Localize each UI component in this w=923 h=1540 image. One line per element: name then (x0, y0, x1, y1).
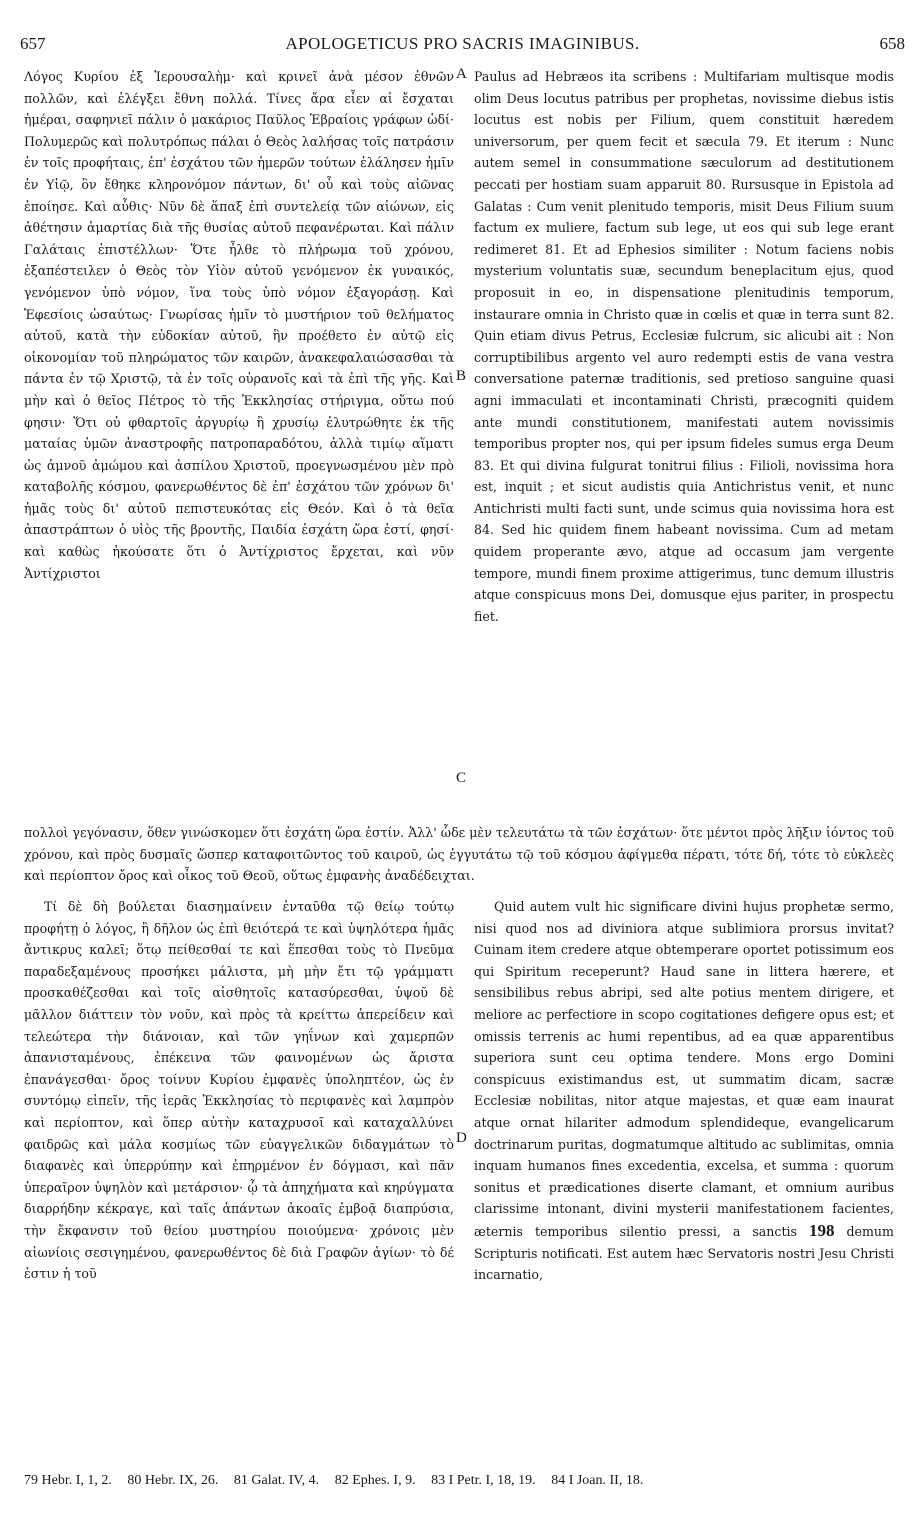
marker-c: C (456, 770, 467, 786)
marker-a: A (456, 66, 467, 82)
greek-full-paragraph: πολλοὶ γεγόνασιν, ὅθεν γινώσκομεν ὅτι ἐσχάτη ὥρα ἐστίν. Ἀλλ' ὧδε μὲν τελευτάτω τὰ τῶν ἐσχάτων· ὅτε μέντοι πρὸς λῆξιν ἰόντος τοῦ χρόνου, καὶ πρὸς δυσμαῖς ὥσπερ καταφοιτῶντος τοῦ καιροῦ, ὡς ἐγγυτάτω τῷ τοῦ κόσμου ἀφίγμεθα πέρατι, τότε δή, τότε τὸ εὐκλεὲς καὶ περίοπτον ὄρος καὶ οἶκος τοῦ Θεοῦ, οὕτως ἐμφανὴς ἀναδέδειχται. (24, 825, 894, 884)
footnote: 82 Ephes. I, 9. (334, 1473, 416, 1488)
greek-full-width-passage (24, 822, 894, 887)
greek-column-bottom (24, 896, 454, 1285)
column-number-left: 657 (20, 34, 46, 53)
column-number-right: 658 (879, 34, 905, 53)
footnote: 81 Galat. IV, 4. (233, 1473, 320, 1488)
latin-column-top (474, 66, 894, 627)
greek-paragraph-bottom: Τί δὲ δὴ βούλεται διασημαίνειν ἐνταῦθα τῷ θείῳ τούτῳ προφήτῃ ὁ λόγος, ἢ δῆλον ὡς ἐπὶ θειότερά τε καὶ ὑψηλότερα ἡμᾶς ἄντικρυς καλεῖ; ὅτῳ πείθεσθαί τε καὶ ἕπεσθαι τοὺς τὸ Πνεῦμα παραδεξαμένους προσήκει μάλιστα, μὴ μὴν ἔτι τῷ γράμματι προσκαθέζεσθαι καὶ τοῖς αἰσθητοῖς κατασύρεσθαι, ὑψοῦ δὲ μᾶλλον διάττειν τὸν νοῦν, καὶ πρὸς τὰ κρείττω ἀπερείδειν καὶ τελεώτερα τὴν διάνοιαν, καὶ τῶν γηΐνων καὶ χαμερπῶν ἀπανισταμένους, ἐπέκεινα τῶν φαινομένων ὡς ἄριστα ἐπανάγεσθαι· ὄρος τοίνυν Κυρίου ἐμφανὲς ὑποληπτέον, ὡς ἐν συντόμῳ εἰπεῖν, τῆς ἱερᾶς Ἐκκλησίας τὸ περιφανὲς καὶ λαμπρὸν καὶ περίοπτον, καὶ ὅπερ αὐτὴν καταχρυσοῖ καὶ καταχαλλύνει φαιδρῶς καὶ μάλα κοσμίως τῶν εὐαγγελικῶν διδαγμάτων τὸ διαφανὲς καὶ ὑπερρύπην καὶ ἐπηρμένον ἐν δόγμασι, καὶ πᾶν ὑπεραῖρον ὑψηλὸν καὶ μετάρσιον· ᾧ τὰ ἀπηχήματα καὶ κηρύγματα διαρρήδην κέκραγε, καὶ ταῖς ἁπάντων ἀκοαῖς ἐμβοᾷ διαπρύσια, τὴν ἔκφανσιν τοῦ θείου μυστηρίου ποιούμενα· χρόνοις μὲν αἰωνίοις σεσιγημένου, φανερωθέντος δὲ διὰ Γραφῶν ἁγίων· τὸ δέ ἐστιν ἡ τοῦ (24, 899, 454, 1282)
footnote: 84 I Joan. II, 18. (551, 1473, 644, 1488)
running-title: APOLOGETICUS PRO SACRIS IMAGINIBUS. (285, 34, 640, 53)
marker-d: D (456, 1130, 467, 1146)
page-marker: 198 (809, 1220, 835, 1240)
latin-paragraph: Paulus ad Hebræos ita scribens : Multifariam multisque modis olim Deus locutus patribus per prophetas, novissime diebus istis locutus est nobis per Filium, quem constituit hæredem universorum, per quem fecit et sæcula 79. Et iterum : Nunc autem semel in consummatione sæculorum ad destitutionem peccati per hostiam suam apparuit 80. Rursusque in Epistola ad Galatas : Cum venit plenitudo temporis, misit Deus Filium suum factum ex muliere, factum sub lege, ut eos qui sub lege erant redimeret 81. Et ad Ephesios similiter : Notum faciens nobis mysterium voluntatis suæ, secundum beneplacitum ejus, quod proposuit in eo, in dispensatione plenitudinis temporum, instaurare omnia in Christo quæ in cœlis et quæ in terra sunt 82. Quin etiam divus Petrus, Ecclesiæ fulcrum, sic alicubi ait : Non corruptibilibus argento vel auro redempti estis de vana vestra conversatione paternæ traditionis, sed pretioso sanguine quasi agni immaculati et incontaminati Christi, præcogniti quidem ante mundi constitutionem, manifestati autem novissimis temporibus propter nos, qui per ipsum fideles sumus erga Deum 83. Et qui divina fulgurat tonitrui filius : Filioli, novissima hora est, inquit ; et sicut audistis quia Antichristus venit, et nunc Antichristi multi facti sunt, unde scimus quia novissima hora est 84. Sed hic quidem finem habeant novissima. Cum ad metam quidem properante ævo, atque ad occasum jam vergente tempore, mundi finem proxime attigerimus, tunc demum illustris atque conspicuus mons Dei, domusque ejus pariter, in prospectu fiet. (474, 69, 894, 624)
latin-text-b: demum Scripturis notificati. Est autem hæc Servatoris nostri Jesu Christi incarnatio, (474, 1223, 894, 1283)
marker-b: B (456, 368, 467, 384)
footnotes (24, 1470, 894, 1492)
footnote: 79 Hebr. I, 1, 2. (24, 1473, 112, 1488)
footnote: 80 Hebr. IX, 26. (127, 1473, 219, 1488)
footnote: 83 I Petr. I, 18, 19. (431, 1473, 536, 1488)
latin-text-a: Quid autem vult hic significare divini hujus prophetæ sermo, nisi quod nos ad diviniora atque sublimiora prorsus invitat? Cuinam item credere atque obtemperare oportet potissimum eos qui Spiritum receperunt? Haud sane in littera hærere, et sensibilibus rebus abripi, sed alte potius mentem dirigere, et meliore ac perfectiore in scopo cogitationes defigere opus est; et omissis terrenis ac humi repentibus, ad ea quæ apparentibus superiora sunt ceu optima tendere. Mons ergo Domini conspicuus existimandus est, ut summatim dicam, sacræ Ecclesiæ nobilitas, nitor atque majestas, et quæ eam inaurat atque ornat hilariter admodum splendideque, evangelicarum doctrinarum puritas, dogmatumque altitudo ac sublimitas, omnia inquam humanos fines excedentia, excelsa, et summa : quorum sonitus et prædicationes diserte clamant, et omnium auribus clarissime intonant, divini mysterii manifestationem facientes, æternis temporibus silentio pressi, a sanctis (474, 899, 894, 1239)
latin-column-bottom (474, 896, 894, 1286)
page-header (20, 34, 905, 60)
latin-paragraph-bottom (474, 896, 894, 1286)
greek-column-top (24, 66, 454, 584)
greek-paragraph: Λόγος Κυρίου ἐξ Ἱερουσαλὴμ· καὶ κρινεῖ ἀνὰ μέσον ἐθνῶν πολλῶν, καὶ ἐλέγξει ἔθνη πολλά. Τίνες ἄρα εἶεν αἱ ἔσχαται ἡμέραι, σαφηνιεῖ πάλιν ὁ μακάριος Παῦλος Ἑβραίοις γράφων ὡδί· Πολυμερῶς καὶ πολυτρόπως πάλαι ὁ Θεὸς λαλήσας τοῖς πατράσιν ἐν τοῖς προφήταις, ἐπ' ἐσχάτου τῶν ἡμερῶν τούτων ἐλάλησεν ἡμῖν ἐν Υἱῷ, ὃν ἔθηκε κληρονόμον πάντων, δι' οὗ καὶ τοὺς αἰῶνας ἐποίησε. Καὶ αὖθις· Νῦν δὲ ἅπαξ ἐπὶ συντελείᾳ τῶν αἰώνων, εἰς ἀθέτησιν ἁμαρτίας διὰ τῆς θυσίας αὐτοῦ πεφανέρωται. Καὶ πάλιν Γαλάταις ἐπιστέλλων· Ὅτε ἦλθε τὸ πλήρωμα τοῦ χρόνου, ἐξαπέστειλεν ὁ Θεὸς τὸν Υἱὸν αὐτοῦ γενόμενον ἐκ γυναικός, γενόμενον ὑπὸ νόμον, ἵνα τοὺς ὑπὸ νόμον ἐξαγοράσῃ. Καὶ Ἐφεσίοις ὡσαύτως· Γνωρίσας ἡμῖν τὸ μυστήριον τοῦ θελήματος αὐτοῦ, κατὰ τὴν εὐδοκίαν αὐτοῦ, ἣν προέθετο ἐν αὐτῷ εἰς οἰκονομίαν τοῦ πληρώματος τῶν καιρῶν, ἀνακεφαλαιώσασθαι τὰ πάντα ἐν τῷ Χριστῷ, τὰ ἐν τοῖς οὐρανοῖς καὶ τὰ ἐπὶ τῆς γῆς. Καὶ μὴν καὶ ὁ θεῖος Πέτρος τὸ τῆς Ἐκκλησίας στήριγμα, οὕτω πού φησιν· Ὅτι οὐ φθαρτοῖς ἀργυρίῳ ἢ χρυσίῳ ἐλυτρώθητε ἐκ τῆς ματαίας ὑμῶν ἀναστροφῆς πατροπαραδότου, ἀλλὰ τιμίῳ αἵματι ὡς ἀμνοῦ ἀμώμου καὶ ἀσπίλου Χριστοῦ, προεγνωσμένου μὲν πρὸ καταβολῆς κόσμου, φανερωθέντος δὲ ἐπ' ἐσχάτου τῶν χρόνων δι' ἡμᾶς τοὺς δι' αὐτοῦ πεπιστευκότας εἰς Θεόν. Καὶ ὁ τὰ θεῖα ἀπαστράπτων ὁ υἱὸς τῆς βροντῆς, Παιδία ἐσχάτη ὥρα ἐστί, φησί· καὶ καθὼς ἠκούσατε ὅτι ὁ Ἀντίχριστος ἔρχεται, καὶ νῦν Ἀντίχριστοι (24, 69, 454, 581)
